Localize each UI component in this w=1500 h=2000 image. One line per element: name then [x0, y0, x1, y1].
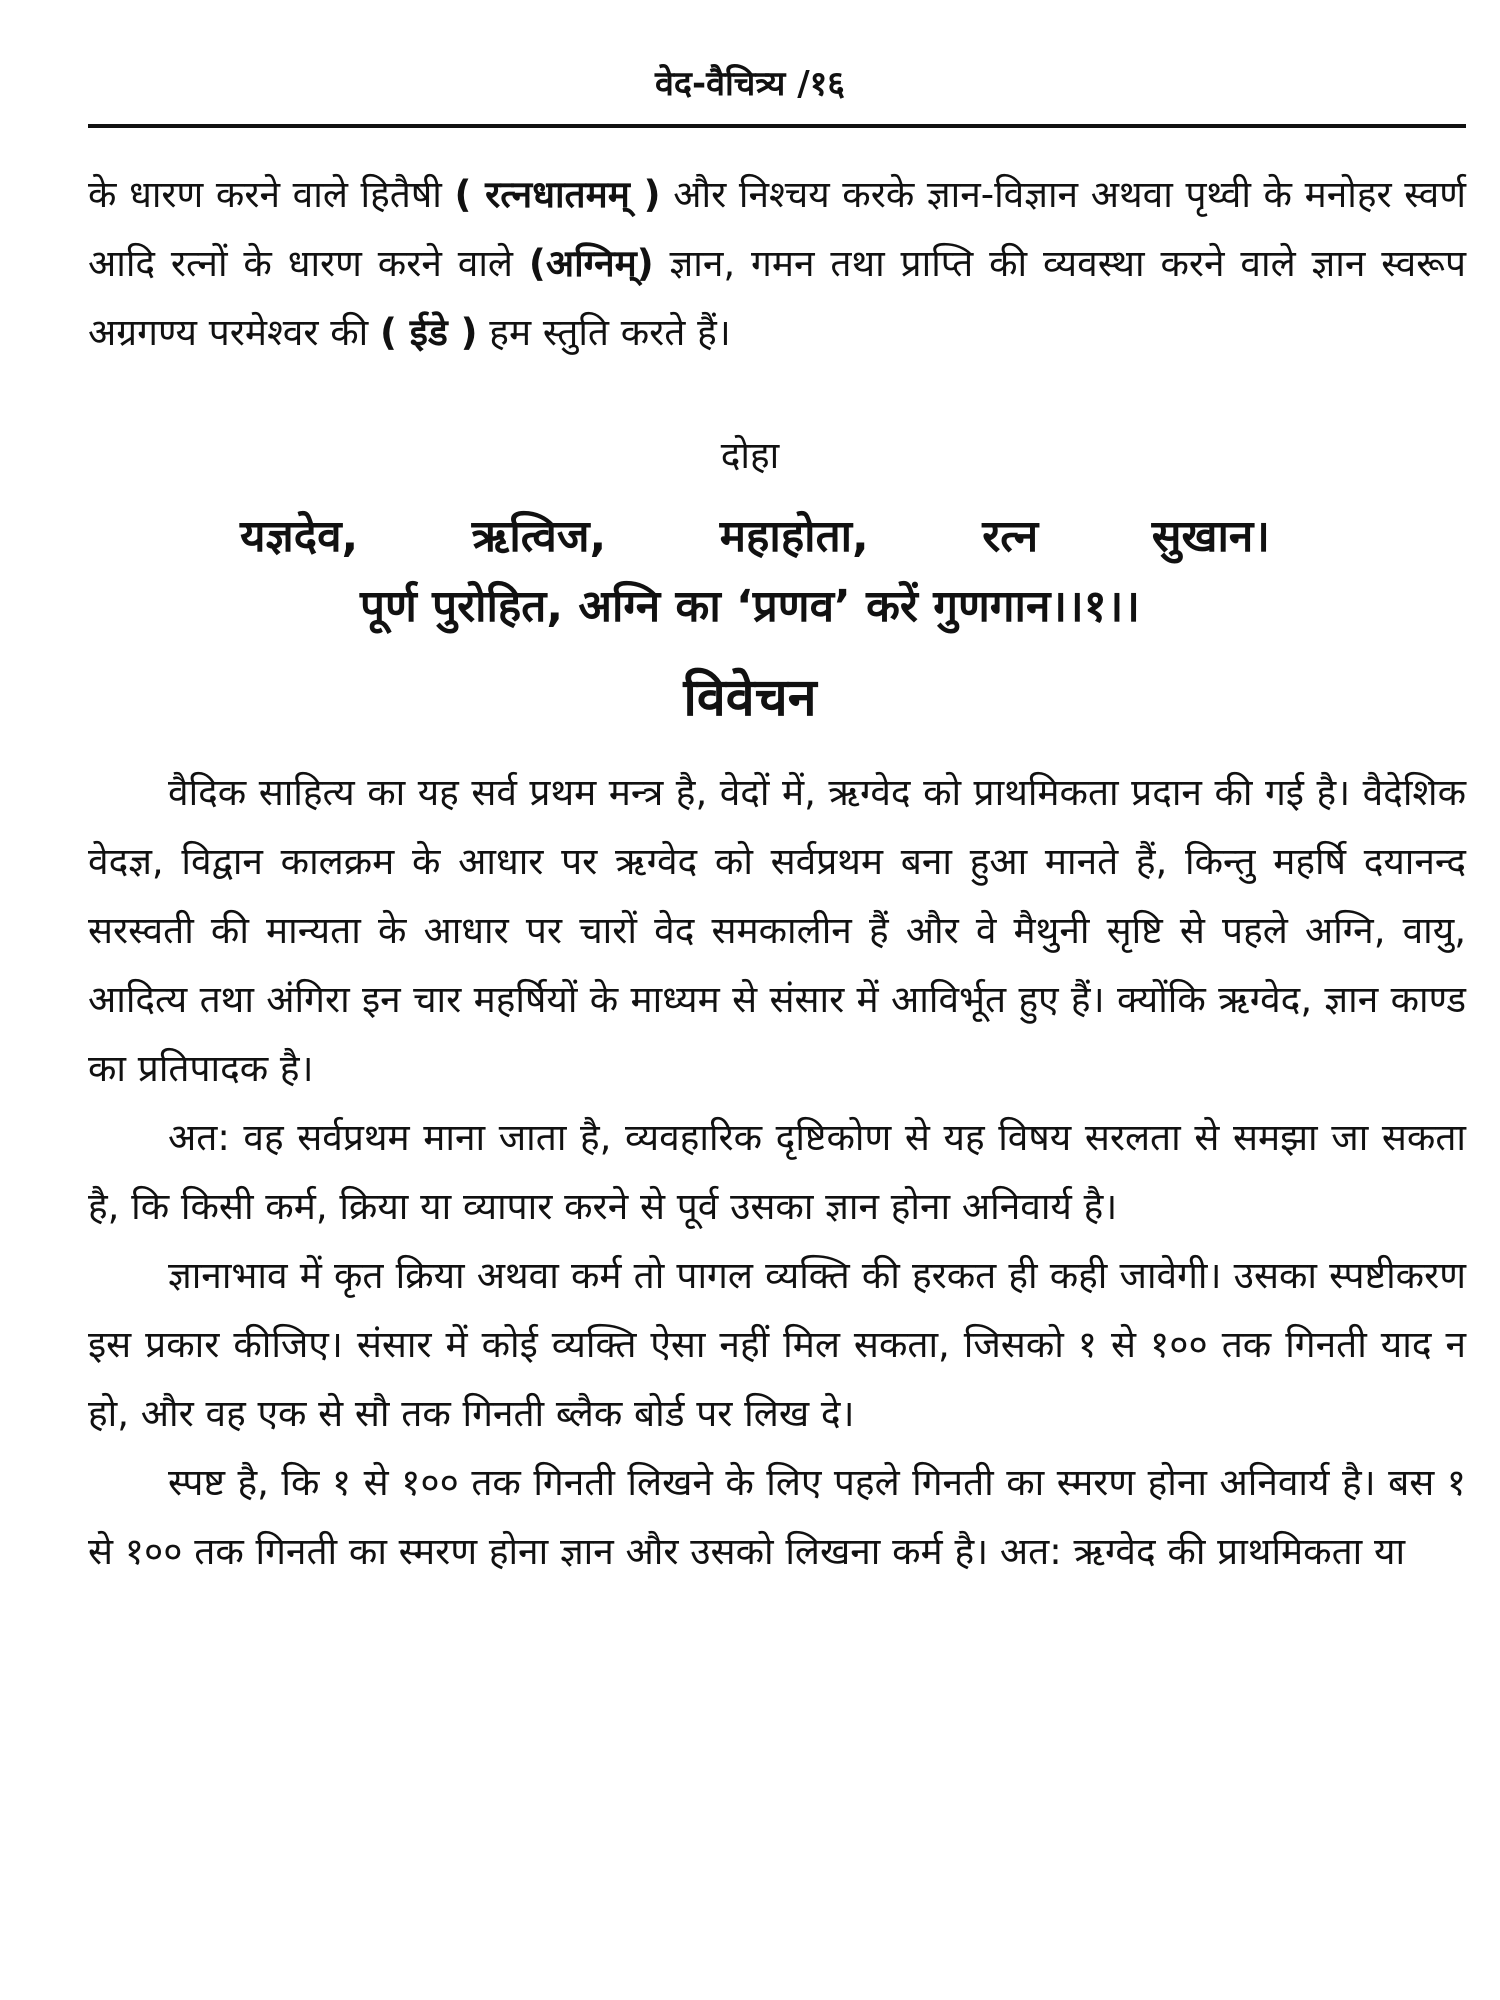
intro-paragraph	[88, 160, 1466, 367]
section-heading: विवेचन	[683, 668, 817, 728]
commentary-paragraph-1: वैदिक साहित्य का यह सर्व प्रथम मन्त्र है, वेदों में, ऋग्वेद को प्राथमिकता प्रदान की गई है। वैदेशिक वेदज्ञ, विद्वान कालक्रम के आधार पर ऋग्वेद को सर्वप्रथम बना हुआ मानते हैं, किन्तु महर्षि दयानन्द सरस्वती की मान्यता के आधार पर चारों वेद समकालीन हैं और वे मैथुनी सृष्टि से पहले अग्नि, वायु, आदित्य तथा अंगिरा इन चार महर्षियों के माध्यम से संसार में आविर्भूत हुए हैं। क्योंकि ऋग्वेद, ज्ञान काण्ड का प्रतिपादक है।	[88, 771, 1466, 1090]
intro-text-4: हम स्तुति करते हैं।	[477, 311, 731, 354]
commentary-paragraph-3: ज्ञानाभाव में कृत क्रिया अथवा कर्म तो पागल व्यक्ति की हरकत ही कही जावेगी। उसका स्पष्टीकरण इस प्रकार कीजिए। संसार में कोई व्यक्ति ऐसा नहीं मिल सकता, जिसको १ से १०० तक गिनती याद न हो, और वह एक से सौ तक गिनती ब्लैक बोर्ड पर लिख दे।	[88, 1254, 1466, 1435]
header-rule	[88, 124, 1466, 128]
intro-text-1: के धारण करने वाले हितैषी	[88, 173, 455, 216]
commentary-paragraph-2: अत: वह सर्वप्रथम माना जाता है, व्यवहारिक दृष्टिकोण से यह विषय सरलता से समझा जा सकता है, कि किसी कर्म, क्रिया या व्यापार करने से पूर्व उसका ज्ञान होना अनिवार्य है।	[88, 1116, 1466, 1228]
doha-line-1: यज्ञदेव, ऋत्विज, महाहोता, रत्न सुखान।	[240, 511, 1270, 562]
sanskrit-term-agnim: (अग्निम्)	[528, 242, 654, 285]
running-header: वेद-वैचित्र्य /१६	[655, 64, 845, 104]
sanskrit-term-ide: ( ईडे )	[380, 311, 478, 354]
commentary-body	[88, 758, 1466, 1586]
sanskrit-term-ratnadhatamam: ( रत्नधातमम् )	[454, 173, 661, 216]
intro-text-3: ज्ञान, गमन तथा प्राप्ति की व्यवस्था करने वाले ज्ञान स्वरूप अग्रगण्य परमेश्वर की	[88, 242, 1466, 354]
intro-text-2: और निश्चय करके ज्ञान-विज्ञान अथवा पृथ्वी के मनोहर स्वर्ण आदि रत्नों के धारण करने वाले	[88, 173, 1467, 285]
doha-label: दोहा	[720, 434, 780, 477]
doha-line-2: पूर्ण पुरोहित, अग्नि का ‘प्रणव’ करें गुणगान।।१।।	[360, 581, 1140, 632]
commentary-paragraph-4: स्पष्ट है, कि १ से १०० तक गिनती लिखने के लिए पहले गिनती का स्मरण होना अनिवार्य है। बस १ से १०० तक गिनती का स्मरण होना ज्ञान और उसको लिखना कर्म है। अत: ऋग्वेद की प्राथमिकता या	[88, 1461, 1466, 1573]
